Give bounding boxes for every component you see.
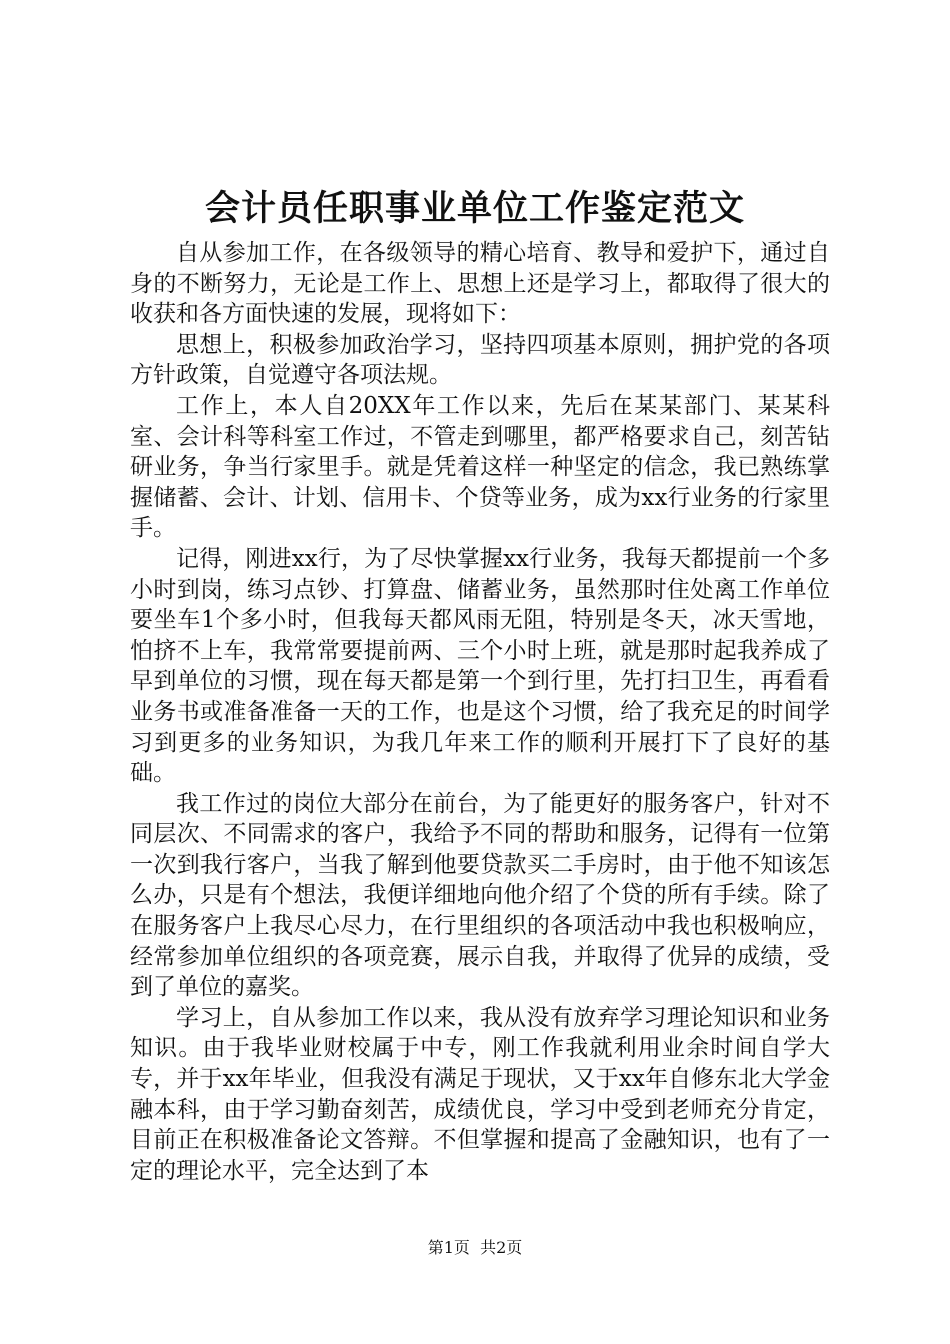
document-title: 会计员任职事业单位工作鉴定范文 <box>204 188 745 229</box>
page-footer: 第1页 共2页 <box>427 1238 523 1257</box>
paragraph-study: 学习上，自从参加工作以来，我从没有放弃学习理论知识和业务知识。由于我毕业财校属于中专，刚工作我就利用业余时间自学大专，并于xx年毕业，但我没有满足于现状，又于xx年自修东北大学金融本科，由于学习勤奋刻苦，成绩优良，学习中受到老师充分肯定，目前正在积极准备论文答辩。不但掌握和提高了金融知识，也有了一定的理论水平，完全达到了本 <box>130 1004 830 1184</box>
paragraph-service: 我工作过的岗位大部分在前台，为了能更好的服务客户，针对不同层次、不同需求的客户，我给予不同的帮助和服务，记得有一位第一次到我行客户，当我了解到他要贷款买二手房时，由于他不知该怎么办，只是有个想法，我便详细地向他介绍了个贷的所有手续。除了在服务客户上我尽心尽力，在行里组织的各项活动中我也积极响应，经常参加单位组织的各项竞赛，展示自我，并取得了优异的成绩，受到了单位的嘉奖。 <box>130 790 830 1001</box>
paragraph-memory: 记得，刚进xx行，为了尽快掌握xx行业务，我每天都提前一个多小时到岗，练习点钞、打算盘、储蓄业务，虽然那时住处离工作单位要坐车1个多小时，但我每天都风雨无阻，特别是冬天，冰天雪地，怕挤不上车，我常常要提前两、三个小时上班，就是那时起我养成了早到单位的习惯，现在每天都是第一个到行里，先打扫卫生，再看看业务书或准备准备一天的工作，也是这个习惯，给了我充足的时间学习到更多的业务知识，为我几年来工作的顺利开展打下了良好的基础。 <box>130 545 830 787</box>
paragraph-work: 工作上，本人自20XX年工作以来，先后在某某部门、某某科室、会计科等科室工作过，不管走到哪里，都严格要求自己，刻苦钻研业务，争当行家里手。就是凭着这样一种坚定的信念，我已熟练掌握储蓄、会计、计划、信用卡、个贷等业务，成为xx行业务的行家里手。 <box>130 392 830 542</box>
paragraph-intro: 自从参加工作，在各级领导的精心培育、教导和爱护下，通过自身的不断努力，无论是工作上、思想上还是学习上，都取得了很大的收获和各方面快速的发展，现将如下： <box>130 240 830 328</box>
document-body <box>130 238 830 1186</box>
paragraph-thought: 思想上，积极参加政治学习，坚持四项基本原则，拥护党的各项方针政策，自觉遵守各项法规。 <box>130 331 830 389</box>
